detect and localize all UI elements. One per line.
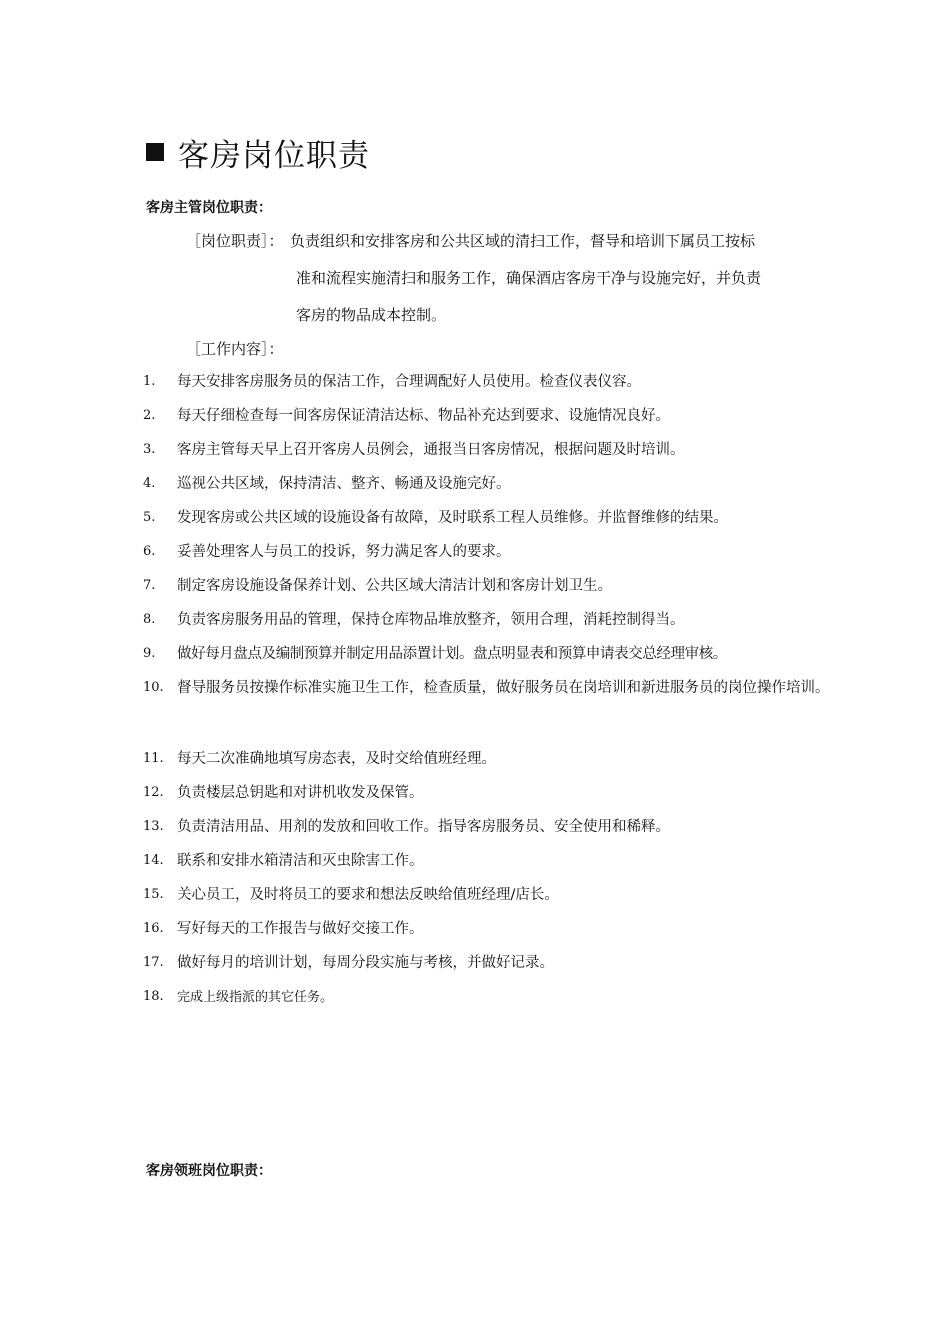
task-list	[143, 369, 833, 1018]
list-item-number: 6.	[143, 544, 156, 559]
list-item-text: 做好每月的培训计划，每周分段实施与考核，并做好记录。	[177, 955, 554, 971]
duty-line: 客房的物品成本控制。	[296, 306, 447, 324]
list-item-text: 负责客房服务用品的管理，保持仓库物品堆放整齐，领用合理，消耗控制得当。	[177, 612, 685, 628]
list-item-text: 关心员工，及时将员工的要求和想法反映给值班经理/店长。	[177, 887, 559, 903]
list-item-number: 5.	[143, 510, 156, 525]
list-item-text: 负责楼层总钥匙和对讲机收发及保管。	[177, 785, 424, 801]
section-heading-supervisor: 客房主管岗位职责：	[146, 200, 272, 216]
list-item-text: 制定客房设施设备保养计划、公共区域大清洁计划和客房计划卫生。	[177, 578, 612, 594]
duty-line: 准和流程实施清扫和服务工作，确保酒店客房干净与设施完好，并负责	[296, 269, 762, 287]
duty-line	[186, 228, 836, 265]
work-content-label: ［工作内容］：	[186, 340, 284, 358]
duty-label: ［岗位职责］：	[186, 232, 284, 250]
list-item-number: 12.	[143, 785, 164, 800]
list-item-text: 客房主管每天早上召开客房人员例会，通报当日客房情况，根据问题及时培训。	[177, 442, 685, 458]
list-item-number: 4.	[143, 476, 156, 491]
list-item-number: 17.	[143, 955, 164, 970]
list-item-number: 14.	[143, 853, 164, 868]
list-item-number: 11.	[143, 751, 164, 766]
section-heading-team-leader: 客房领班岗位职责：	[146, 1163, 272, 1179]
list-item-text: 写好每天的工作报告与做好交接工作。	[177, 921, 424, 937]
list-item-number: 7.	[143, 578, 156, 593]
list-item-number: 15.	[143, 887, 164, 902]
list-item-text: 发现客房或公共区域的设施设备有故障，及时联系工程人员维修。并监督维修的结果。	[177, 510, 728, 526]
list-item-text: 每天仔细检查每一间客房保证清洁达标、物品补充达到要求、设施情况良好。	[177, 408, 670, 424]
list-item	[143, 984, 833, 1018]
duty-text: 负责组织和安排客房和公共区域的清扫工作，督导和培训下属员工按标	[290, 232, 756, 250]
square-bullet-icon	[146, 143, 164, 161]
list-item-number: 2.	[143, 408, 156, 423]
list-item	[143, 675, 833, 746]
list-item-number: 13.	[143, 819, 164, 834]
list-item-text: 负责清洁用品、用剂的发放和回收工作。指导客房服务员、安全使用和稀释。	[177, 819, 670, 835]
list-item-number: 8.	[143, 612, 156, 627]
list-item-text: 做好每月盘点及编制预算并制定用品添置计划。盘点明显表和预算申请表交总经理审核。	[177, 646, 727, 662]
list-item-text: 每天二次准确地填写房态表，及时交给值班经理。	[177, 751, 496, 767]
list-item-text: 督导服务员按操作标准实施卫生工作，检查质量，做好服务员在岗培训和新进服务员的岗位操作培训。	[177, 680, 830, 696]
list-item-text: 完成上级指派的其它任务。	[177, 990, 334, 1005]
list-item-text: 巡视公共区域，保持清洁、整齐、畅通及设施完好。	[177, 476, 511, 492]
list-item-number: 10.	[143, 680, 164, 695]
page-title	[146, 132, 370, 172]
list-item-text: 每天安排客房服务员的保洁工作，合理调配好人员使用。检查仪表仪容。	[177, 374, 641, 390]
duty-description	[186, 228, 836, 339]
list-item-number: 9.	[143, 646, 156, 661]
list-item-text: 妥善处理客人与员工的投诉，努力满足客人的要求。	[177, 544, 511, 560]
list-item-number: 16.	[143, 921, 164, 936]
page-title-text: 客房岗位职责	[178, 137, 370, 174]
list-item-text: 联系和安排水箱清洁和灭虫除害工作。	[177, 853, 424, 869]
list-item-number: 1.	[143, 374, 156, 389]
list-item-number: 3.	[143, 442, 156, 457]
list-item-number: 18.	[143, 989, 164, 1004]
